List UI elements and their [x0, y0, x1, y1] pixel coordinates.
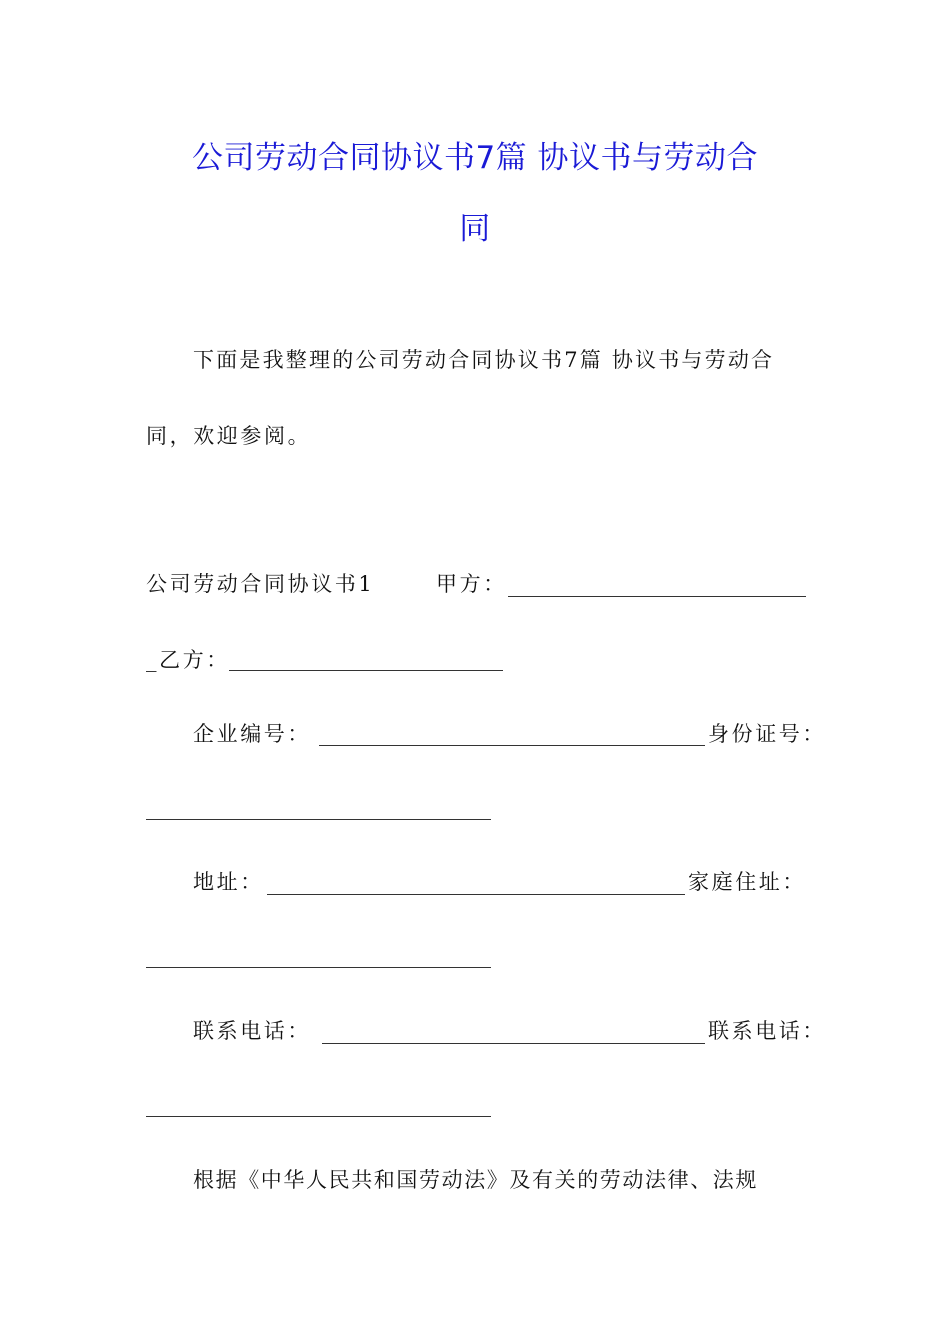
party-b-prefix: _: [146, 648, 160, 672]
party-b-blank: [229, 670, 503, 671]
phone-b-blank: [146, 1116, 491, 1117]
company-no-blank: [319, 745, 705, 746]
document-title-line-2: 同: [459, 211, 491, 247]
home-address-blank: [146, 967, 491, 968]
party-b-row: [146, 646, 230, 674]
company-no-label: 企业编号：: [193, 722, 311, 746]
phone-label-b: 联系电话：: [708, 1019, 826, 1043]
id-no-blank: [146, 819, 491, 820]
phone-label-a: 联系电话：: [193, 1019, 311, 1043]
party-b-label: 乙方：: [159, 648, 230, 672]
address-blank: [267, 894, 685, 895]
intro-line-2: 同，欢迎参阅。: [146, 424, 312, 448]
document-title-line-1: 公司劳动合同协议书7篇 协议书与劳动合: [191, 140, 759, 176]
legal-basis-text: 根据《中华人民共和国劳动法》及有关的劳动法律、法规: [193, 1168, 758, 1192]
contract-heading: 公司劳动合同协议书1: [146, 572, 375, 596]
phone-a-blank: [322, 1043, 705, 1044]
home-address-label: 家庭住址：: [688, 870, 806, 894]
id-no-label: 身份证号：: [708, 722, 826, 746]
party-a-label: 甲方：: [436, 572, 507, 596]
party-a-blank: [508, 596, 806, 597]
intro-line-1: 下面是我整理的公司劳动合同协议书7篇 协议书与劳动合: [193, 348, 775, 372]
address-label: 地址：: [193, 870, 264, 894]
